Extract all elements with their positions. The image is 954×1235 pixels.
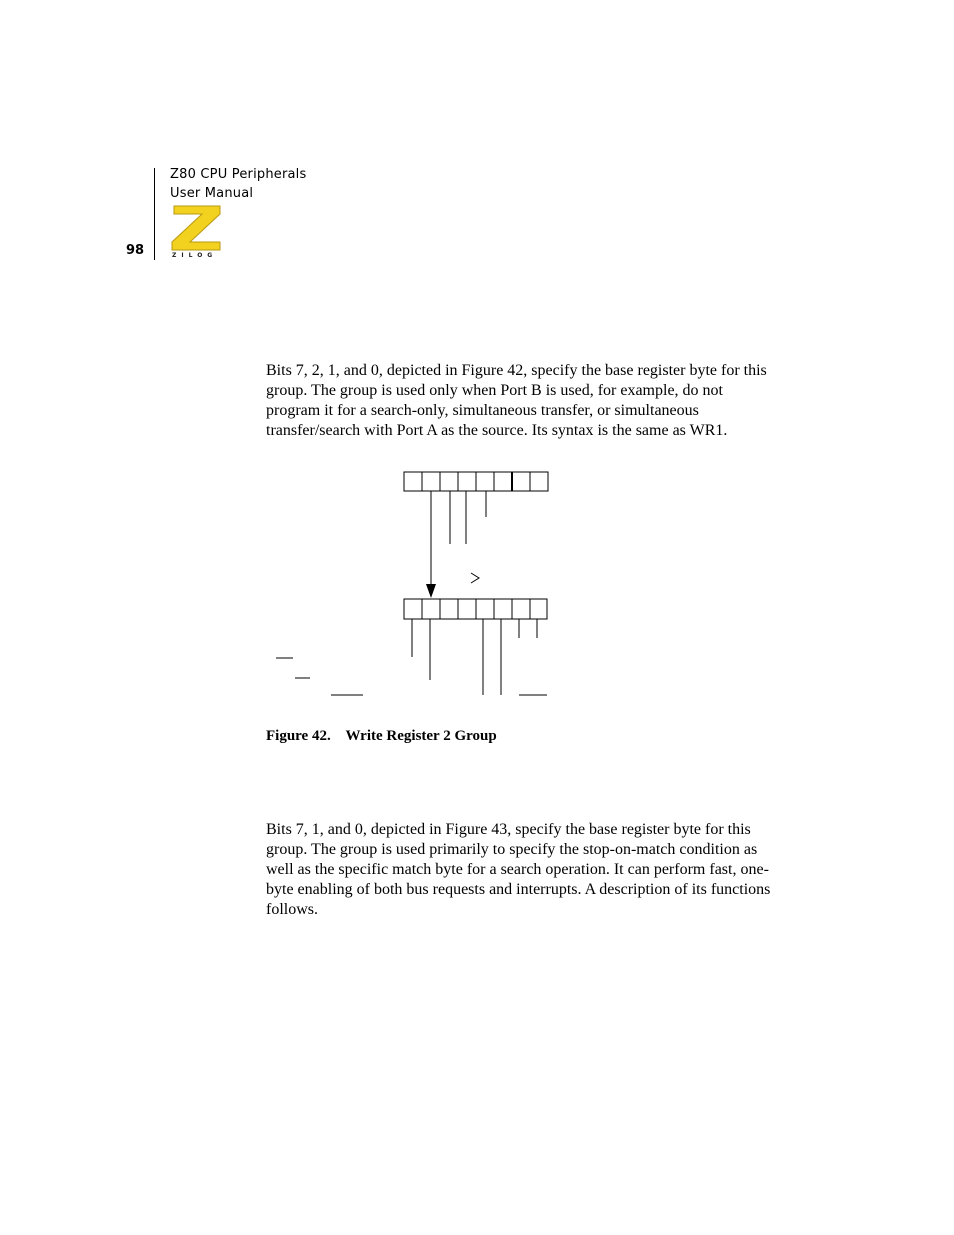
zilog-logo-letters: ZILOG <box>172 252 218 259</box>
figure-caption-number: Figure 42. <box>266 728 331 744</box>
paragraph-wr3-description: Bits 7, 1, and 0, depicted in Figure 43, specify the base register byte for this group. The group is used primarily to specify the stop-on-match condition as well as the specific match byte for a search operation. It can perform fast, one-byte enabling of both bus requests and interrupts. A description of its functions follows. <box>266 821 771 918</box>
manual-title-line2: User Manual <box>170 186 254 201</box>
figure-caption <box>266 728 497 745</box>
manual-title-line1: Z80 CPU Peripherals <box>170 167 307 182</box>
arrow-down-icon <box>426 584 436 598</box>
header-divider <box>154 168 155 260</box>
page-number: 98 <box>126 243 145 258</box>
manual-title <box>170 165 306 203</box>
figure-caption-title: Write Register 2 Group <box>345 728 497 744</box>
write-register-2-diagram <box>260 462 560 702</box>
zilog-logo-icon <box>168 204 224 252</box>
paragraph-wr2-description: Bits 7, 2, 1, and 0, depicted in Figure 42, specify the base register byte for this group. The group is used only when Port B is used, for example, do not program it for a search-only, simultaneous transfer, or simultaneous transfer/search with Port A as the source. Its syntax is the same as WR1. <box>266 362 767 439</box>
